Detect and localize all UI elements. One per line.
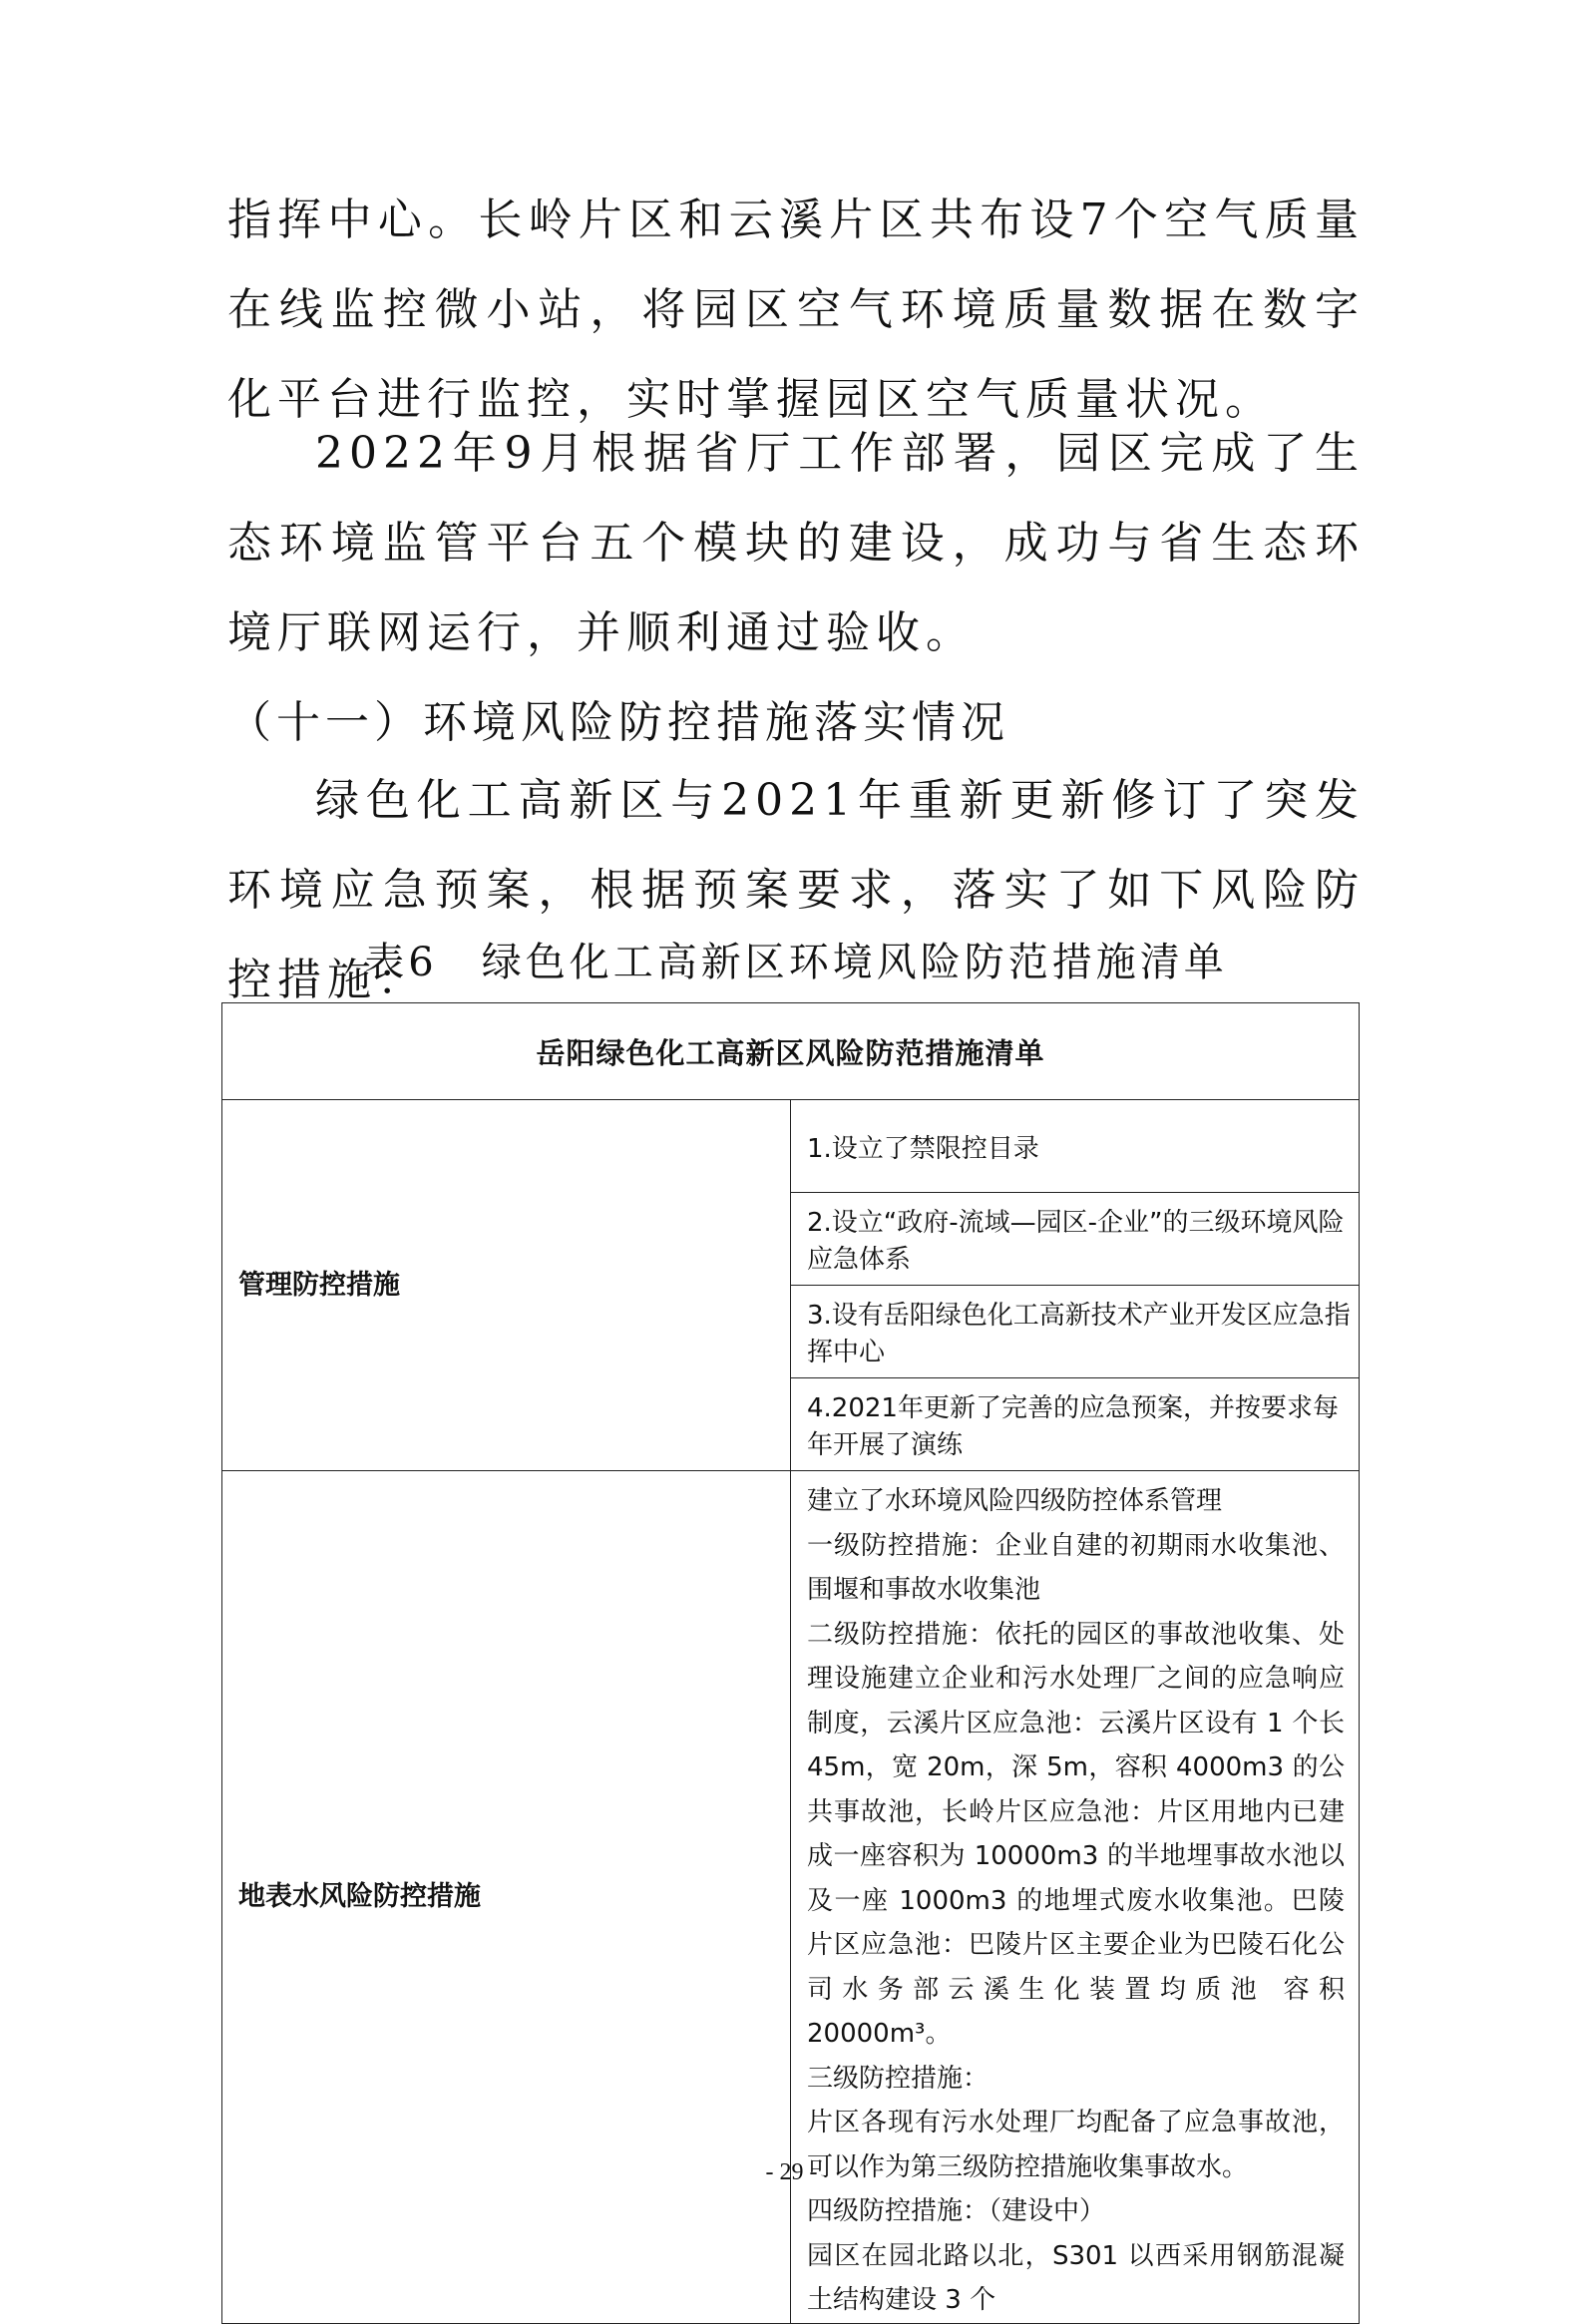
risk-measures-table <box>221 1002 1360 2324</box>
surface-water-measures <box>791 1471 1360 2324</box>
management-item: 1.设立了禁限控目录 <box>791 1100 1360 1193</box>
measure-line: 建立了水环境风险四级防控体系管理 <box>807 1486 1223 1516</box>
page-number: - 29 - <box>765 2159 818 2185</box>
paragraph-air-monitoring: 指挥中心。长岭片区和云溪片区共布设7个空气质量在线监控微小站，将园区空气环境质量数据在数字化平台进行监控，实时掌握园区空气质量状况。 <box>227 194 1365 425</box>
table-caption: 表6 绿色化工高新区环境风险防范措施清单 <box>364 940 1228 985</box>
table-title-row <box>222 1003 1360 1100</box>
section-heading: （十一）环境风险防控措施落实情况 <box>227 697 1009 748</box>
paragraph-platform-construction: 2022年9月根据省厅工作部署，园区完成了生态环境监管平台五个模块的建设，成功与省生态环境厅联网运行，并顺利通过验收。 <box>227 428 1365 658</box>
category-management: 管理防控措施 <box>222 1100 791 1471</box>
management-item: 3.设有岳阳绿色化工高新技术产业开发区应急指挥中心 <box>791 1286 1360 1378</box>
measure-line: 片区各现有污水处理厂均配备了应急事故池，可以作为第三级防控措施收集事故水。 <box>807 2108 1345 2182</box>
category-surface-water: 地表水风险防控措施 <box>222 1471 791 2324</box>
table-title: 岳阳绿色化工高新区风险防范措施清单 <box>222 1003 1360 1100</box>
measure-line: 三级防控措施： <box>807 2063 989 2094</box>
measure-line: 四级防控措施：（建设中） <box>807 2196 1106 2226</box>
measure-line: 园区在园北路以北，S301 以西采用钢筋混凝土结构建设 3 个 <box>807 2240 1345 2315</box>
measure-line: 一级防控措施：企业自建的初期雨水收集池、围堰和事故水收集池 <box>807 1530 1345 1605</box>
measure-line: 二级防控措施：依托的园区的事故池收集、处理设施建立企业和污水处理厂之间的应急响应制度，云溪片区应急池：云溪片区设有 1 个长 45m，宽 20m，深 5m，容积 4000m3 的公共事故池，长岭片区应急池：片区用地内已建成一座容积为 10000m3 的半地埋事故水池以及一座 1000m3 的地埋式废水收集池。巴陵片区应急池：巴陵片区主要企业为巴陵石化公司水务部云溪生化装置均质池 容积20000m³。 <box>807 1619 1345 2049</box>
management-item: 2.设立“政府-流域—园区-企业”的三级环境风险应急体系 <box>791 1193 1360 1286</box>
table-row <box>222 1100 1360 1193</box>
paragraph-emergency-plan: 绿色化工高新区与2021年重新更新修订了突发环境应急预案，根据预案要求，落实了如下风险防控措施： <box>227 775 1365 1005</box>
table-row <box>222 1471 1360 2324</box>
management-item: 4.2021年更新了完善的应急预案，并按要求每年开展了演练 <box>791 1378 1360 1471</box>
